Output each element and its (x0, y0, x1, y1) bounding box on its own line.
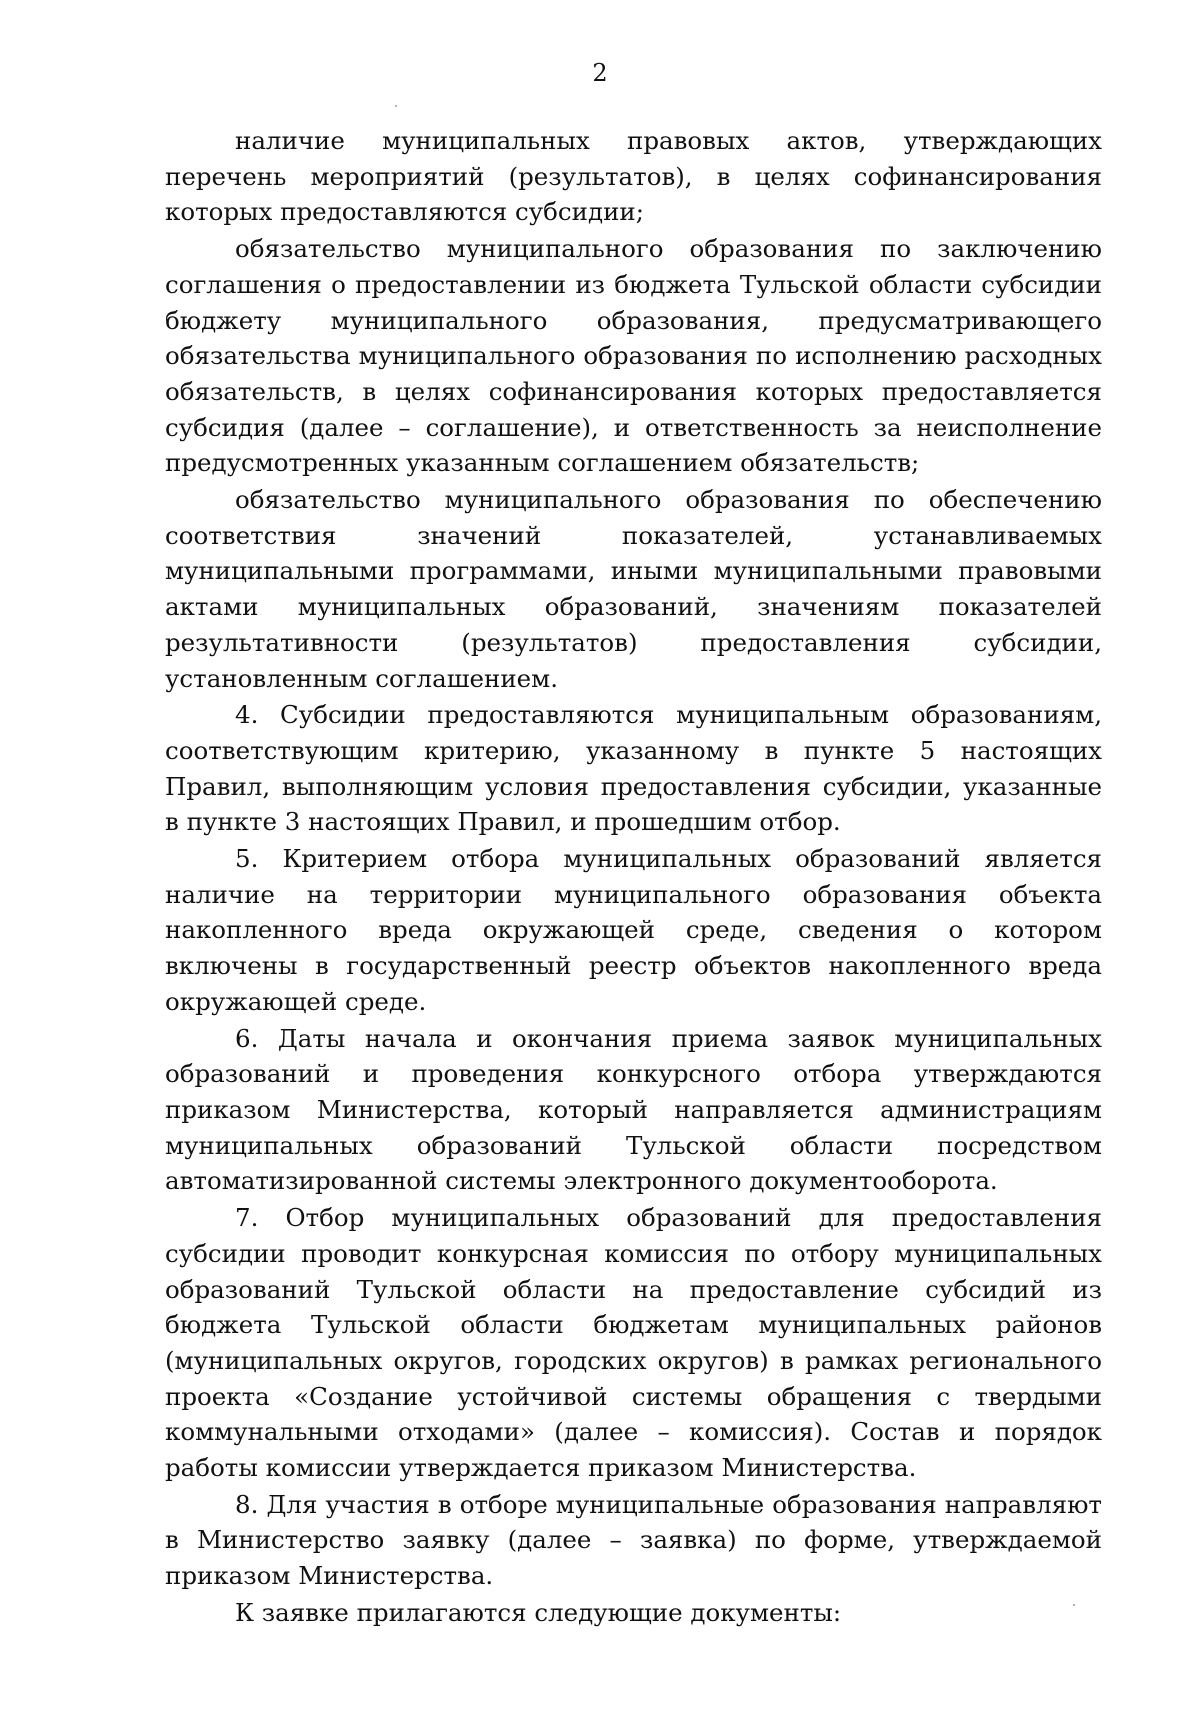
paragraph-item-5: 5. Критерием отбора муниципальных образований является наличие на территории муниципального образования объекта накопленного вреда окружающей среде, сведения о котором включены в государственный реестр объектов накопленного вреда окружающей среде. (165, 844, 1102, 1016)
document-body (165, 123, 1102, 1632)
scan-speck (395, 105, 397, 107)
page-number: 2 (592, 59, 608, 87)
paragraph-item-8: 8. Для участия в отборе муниципальные образования направляют в Министерство заявку (далее – заявка) по форме, утверждаемой приказом Министерства. (165, 1489, 1102, 1591)
paragraph-item-6: 6. Даты начала и окончания приема заявок муниципальных образований и проведения конкурсного отбора утверждаются приказом Министерства, который направляется администрациям муниципальных образований Тульской области посредством автоматизированной системы электронного документооборота. (165, 1023, 1102, 1196)
scan-speck (1073, 1604, 1075, 1606)
paragraph-attachments: К заявке прилагаются следующие документы: (235, 1597, 842, 1627)
paragraph-legal-acts: наличие муниципальных правовых актов, утверждающих перечень мероприятий (результатов), в целях софинансирования которых предоставляются субсидии; (165, 126, 1102, 227)
paragraph-item-4: 4. Субсидии предоставляются муниципальным образованиям, соответствующим критерию, указанному в пункте 5 настоящих Правил, выполняющим условия предоставления субсидии, указанные в пункте 3 настоящих Правил, и прошедшим отбор. (165, 700, 1102, 837)
paragraph-item-7: 7. Отбор муниципальных образований для предоставления субсидии проводит конкурсная комиссия по отбору муниципальных образований Тульской области на предоставление субсидий из бюджета Тульской области бюджетам муниципальных районов (муниципальных округов, городских округов) в рамках регионального проекта «Создание устойчивой системы обращения с твердыми коммунальными отходами» (далее – комиссия). Состав и порядок работы комиссии утверждается приказом Министерства. (165, 1203, 1102, 1483)
paragraph-indicators-obligation: обязательство муниципального образования по обеспечению соответствия значений показателей, устанавливаемых муниципальными программами, иными муниципальными правовыми актами муниципальных образований, значениям показателей результативности (результатов) предоставления субсидии, установленным соглашением. (165, 485, 1102, 693)
paragraph-agreement-obligation: обязательство муниципального образования по заключению соглашения о предоставлении из бюджета Тульской области субсидии бюджету муниципального образования, предусматривающего обязательства муниципального образования по исполнению расходных обязательств, в целях софинансирования которых предоставляется субсидия (далее – соглашение), и ответственность за неисполнение предусмотренных указанным соглашением обязательств; (165, 234, 1102, 478)
